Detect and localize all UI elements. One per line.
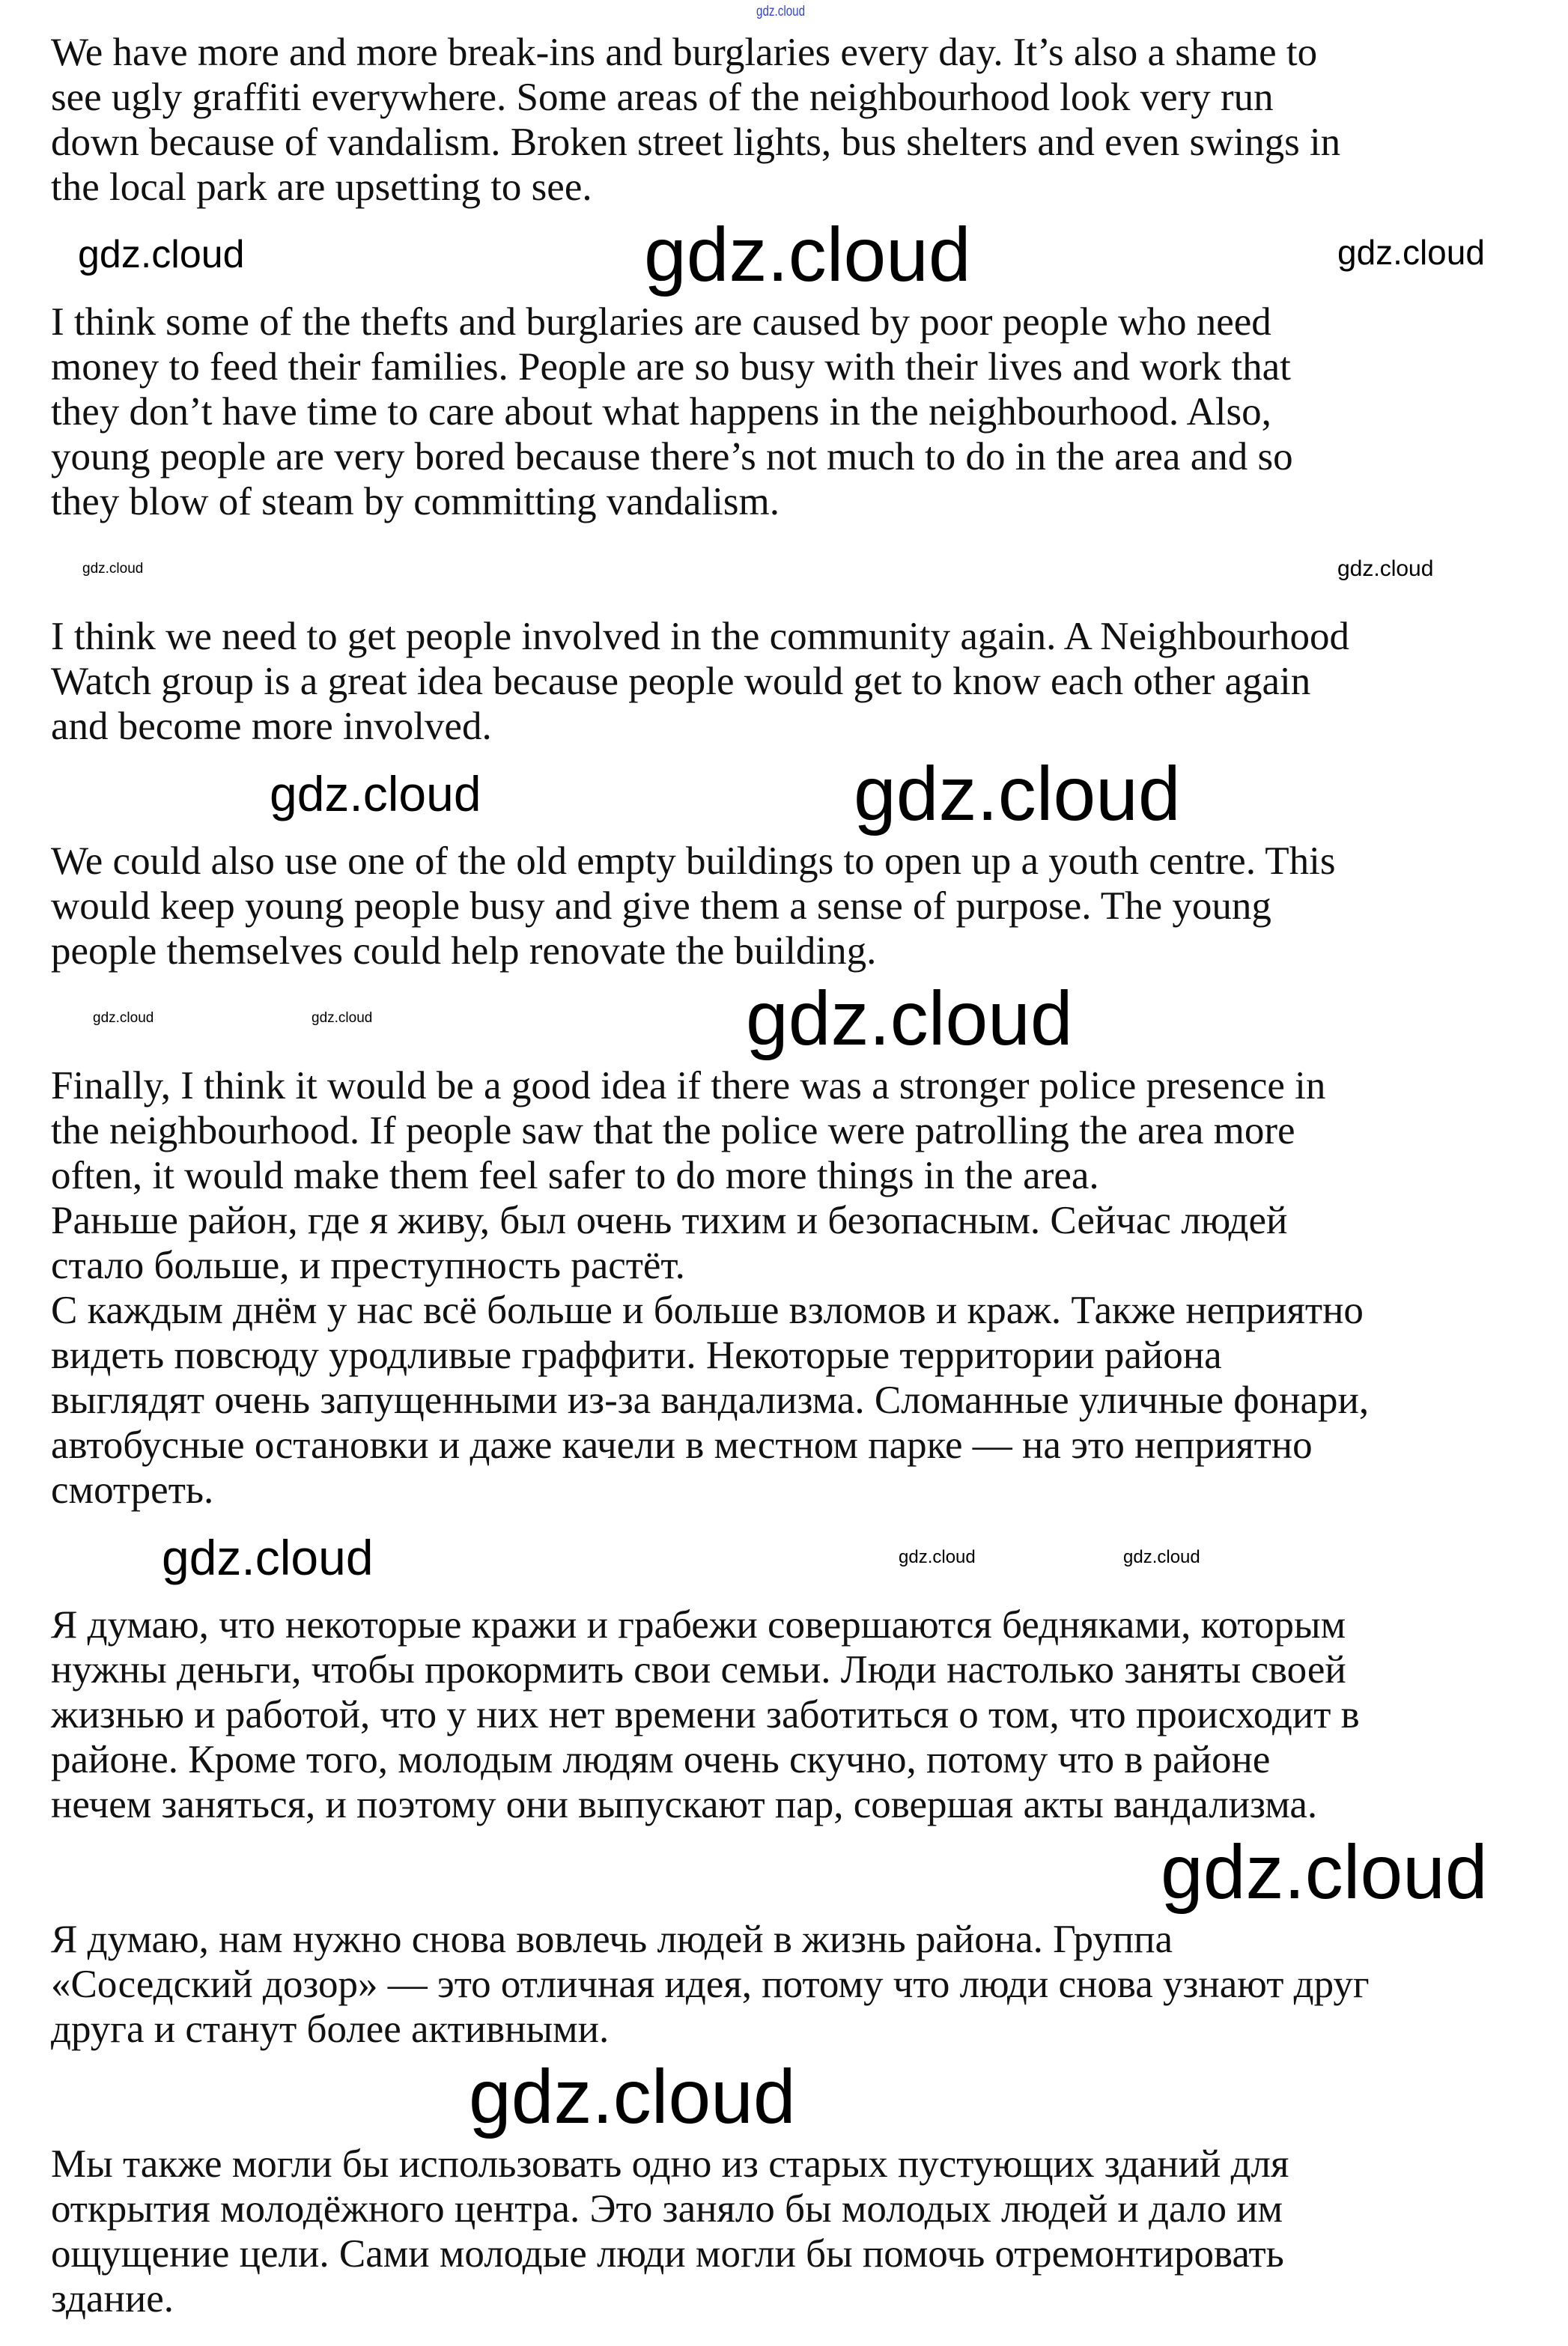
text-line: видеть повсюду уродливые граффити. Некоторые территории района: [51, 1334, 1222, 1377]
watermark: gdz.cloud: [756, 4, 806, 19]
text-line: Мы также могли бы использовать одно из старых пустующих зданий для: [51, 2142, 1289, 2186]
watermark: gdz.cloud: [469, 2054, 796, 2139]
text-line: often, it would make them feel safer to do more things in the area.: [51, 1154, 1099, 1197]
text-line: здание.: [51, 2277, 174, 2321]
text-line: money to feed their families. People are so busy with their lives and work that: [51, 345, 1291, 389]
watermark: gdz.cloud: [854, 751, 1181, 836]
text-line: people themselves could help renovate the building.: [51, 929, 877, 973]
watermark: gdz.cloud: [1161, 1829, 1488, 1915]
text-line: young people are very bored because there’s not much to do in the area and so: [51, 435, 1293, 478]
text-line: the neighbourhood. If people saw that the police were patrolling the area more: [51, 1109, 1295, 1152]
watermark: gdz.cloud: [1337, 233, 1485, 272]
text-line: открытия молодёжного центра. Это заняло бы молодых людей и дало им: [51, 2187, 1283, 2231]
text-line: Watch group is a great idea because people would get to know each other again: [51, 660, 1311, 703]
text-line: выглядят очень запущенными из-за вандализма. Сломанные уличные фонари,: [51, 1379, 1370, 1422]
watermark: gdz.cloud: [93, 1010, 154, 1026]
text-line: Раньше район, где я живу, был очень тихим и безопасным. Сейчас людей: [51, 1199, 1288, 1242]
text-line: I think some of the thefts and burglaries are caused by poor people who need: [51, 300, 1271, 344]
text-line: down because of vandalism. Broken street lights, bus shelters and even swings in: [51, 121, 1341, 164]
text-line: Я думаю, что некоторые кражи и грабежи совершаются бедняками, которым: [51, 1603, 1346, 1647]
blank-line: [51, 2052, 1556, 2142]
text-line: автобусные остановки и даже качели в местном парке — на это неприятно: [51, 1423, 1313, 1467]
text-line: Finally, I think it would be a good idea if there was a stronger police presence in: [51, 1064, 1326, 1107]
watermark: gdz.cloud: [270, 766, 481, 821]
text-line: see ugly graffiti everywhere. Some areas of the neighbourhood look very run: [51, 76, 1274, 119]
blank-line: [51, 524, 1556, 614]
watermark: gdz.cloud: [312, 1010, 373, 1026]
watermark: gdz.cloud: [746, 976, 1073, 1061]
watermark: gdz.cloud: [899, 1547, 976, 1567]
text-line: they don’t have time to care about what happens in the neighbourhood. Also,: [51, 390, 1271, 434]
text-line: the local park are upsetting to see.: [51, 165, 592, 209]
text-line: «Соседский дозор» — это отличная идея, потому что люди снова узнают друг: [51, 1963, 1370, 2006]
text-line: нечем заняться, и поэтому они выпускают пар, совершая акты вандализма.: [51, 1783, 1318, 1826]
text-line: ощущение цели. Сами молодые люди могли бы помочь отремонтировать: [51, 2232, 1284, 2276]
text-line: would keep young people busy and give them a sense of purpose. The young: [51, 884, 1271, 928]
text-line: We could also use one of the old empty buildings to open up a youth centre. This: [51, 839, 1336, 883]
watermark: gdz.cloud: [1123, 1547, 1200, 1567]
text-line: they blow of steam by committing vandalism.: [51, 480, 780, 523]
text-line: and become more involved.: [51, 705, 492, 748]
text-line: С каждым днём у нас всё больше и больше взломов и краж. Также неприятно: [51, 1289, 1364, 1332]
watermark: gdz.cloud: [644, 212, 971, 297]
document-body: [51, 30, 1556, 2321]
watermark: gdz.cloud: [1337, 556, 1434, 581]
text-line: Я думаю, нам нужно снова вовлечь людей в жизнь района. Группа: [51, 1918, 1173, 1961]
text-line: друга и станут более активными.: [51, 2008, 610, 2051]
watermark: gdz.cloud: [78, 233, 245, 276]
text-line: смотреть.: [51, 1468, 214, 1512]
text-line: жизнью и работой, что у них нет времени заботиться о том, что происходит в: [51, 1693, 1360, 1736]
text-line: We have more and more break-ins and burglaries every day. It’s also a shame to: [51, 31, 1318, 74]
text-line: стало больше, и преступность растёт.: [51, 1244, 685, 1287]
watermark: gdz.cloud: [162, 1530, 374, 1585]
watermark: gdz.cloud: [82, 561, 144, 577]
text-line: I think we need to get people involved in the community again. A Neighbourhood: [51, 615, 1349, 658]
text-line: районе. Кроме того, молодым людям очень скучно, потому что в районе: [51, 1738, 1271, 1781]
text-line: нужны деньги, чтобы прокормить свои семьи. Люди настолько заняты своей: [51, 1648, 1346, 1692]
